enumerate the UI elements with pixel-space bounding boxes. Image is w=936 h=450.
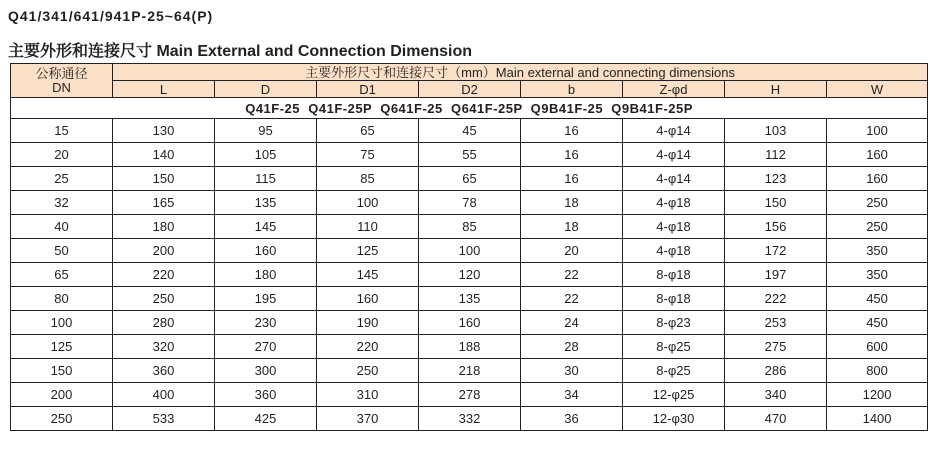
value-cell: 65 — [317, 119, 419, 143]
value-cell: 130 — [113, 119, 215, 143]
value-cell: 12-φ30 — [623, 407, 725, 431]
dn-header-en: DN — [52, 79, 71, 95]
value-cell: 250 — [113, 287, 215, 311]
value-cell: 300 — [215, 359, 317, 383]
value-cell: 533 — [113, 407, 215, 431]
value-cell: 350 — [827, 239, 928, 263]
dn-cell: 150 — [11, 359, 113, 383]
value-cell: 275 — [725, 335, 827, 359]
value-cell: 156 — [725, 215, 827, 239]
value-cell: 8-φ23 — [623, 311, 725, 335]
dn-cell: 50 — [11, 239, 113, 263]
column-header: D2 — [419, 81, 521, 98]
value-cell: 230 — [215, 311, 317, 335]
value-cell: 450 — [827, 287, 928, 311]
value-cell: 197 — [725, 263, 827, 287]
value-cell: 165 — [113, 191, 215, 215]
value-cell: 160 — [827, 167, 928, 191]
dn-cell: 250 — [11, 407, 113, 431]
value-cell: 310 — [317, 383, 419, 407]
value-cell: 16 — [521, 143, 623, 167]
value-cell: 180 — [113, 215, 215, 239]
value-cell: 110 — [317, 215, 419, 239]
value-cell: 450 — [827, 311, 928, 335]
value-cell: 45 — [419, 119, 521, 143]
value-cell: 280 — [113, 311, 215, 335]
value-cell: 150 — [725, 191, 827, 215]
value-cell: 250 — [827, 215, 928, 239]
value-cell: 28 — [521, 335, 623, 359]
value-cell: 190 — [317, 311, 419, 335]
value-cell: 370 — [317, 407, 419, 431]
value-cell: 360 — [113, 359, 215, 383]
value-cell: 1400 — [827, 407, 928, 431]
value-cell: 470 — [725, 407, 827, 431]
table-row — [11, 407, 928, 431]
value-cell: 600 — [827, 335, 928, 359]
value-cell: 800 — [827, 359, 928, 383]
value-cell: 188 — [419, 335, 521, 359]
column-header: W — [827, 81, 928, 98]
dn-cell: 100 — [11, 311, 113, 335]
column-header: b — [521, 81, 623, 98]
value-cell: 8-φ18 — [623, 287, 725, 311]
table-row — [11, 215, 928, 239]
value-cell: 22 — [521, 287, 623, 311]
value-cell: 22 — [521, 263, 623, 287]
value-cell: 20 — [521, 239, 623, 263]
value-cell: 220 — [317, 335, 419, 359]
table-row — [11, 239, 928, 263]
value-cell: 4-φ18 — [623, 215, 725, 239]
column-header-row — [11, 81, 928, 98]
value-cell: 105 — [215, 143, 317, 167]
dn-cell: 15 — [11, 119, 113, 143]
value-cell: 160 — [215, 239, 317, 263]
value-cell: 8-φ18 — [623, 263, 725, 287]
value-cell: 100 — [419, 239, 521, 263]
value-cell: 100 — [317, 191, 419, 215]
value-cell: 180 — [215, 263, 317, 287]
dn-cell: 65 — [11, 263, 113, 287]
dn-cell: 25 — [11, 167, 113, 191]
value-cell: 16 — [521, 167, 623, 191]
value-cell: 95 — [215, 119, 317, 143]
value-cell: 12-φ25 — [623, 383, 725, 407]
model-codes: Q41F-25 Q41F-25P Q641F-25 Q641F-25P Q9B41F-25 Q9B41F-25P — [245, 100, 693, 116]
value-cell: 24 — [521, 311, 623, 335]
table-row — [11, 311, 928, 335]
value-cell: 220 — [113, 263, 215, 287]
value-cell: 222 — [725, 287, 827, 311]
value-cell: 36 — [521, 407, 623, 431]
value-cell: 125 — [317, 239, 419, 263]
dn-cell: 80 — [11, 287, 113, 311]
value-cell: 160 — [317, 287, 419, 311]
dn-cell: 20 — [11, 143, 113, 167]
value-cell: 150 — [113, 167, 215, 191]
value-cell: 160 — [827, 143, 928, 167]
column-header: D — [215, 81, 317, 98]
value-cell: 123 — [725, 167, 827, 191]
value-cell: 18 — [521, 191, 623, 215]
value-cell: 8-φ25 — [623, 335, 725, 359]
value-cell: 350 — [827, 263, 928, 287]
value-cell: 4-φ14 — [623, 167, 725, 191]
value-cell: 100 — [827, 119, 928, 143]
value-cell: 1200 — [827, 383, 928, 407]
value-cell: 360 — [215, 383, 317, 407]
value-cell: 145 — [317, 263, 419, 287]
value-cell: 160 — [419, 311, 521, 335]
value-cell: 30 — [521, 359, 623, 383]
value-cell: 250 — [827, 191, 928, 215]
value-cell: 332 — [419, 407, 521, 431]
value-cell: 270 — [215, 335, 317, 359]
value-cell: 112 — [725, 143, 827, 167]
value-cell: 4-φ14 — [623, 119, 725, 143]
value-cell: 75 — [317, 143, 419, 167]
value-cell: 140 — [113, 143, 215, 167]
value-cell: 400 — [113, 383, 215, 407]
group-header: 主要外形尺寸和连接尺寸（mm）Main external and connecting dimensions — [113, 64, 928, 81]
value-cell: 253 — [725, 311, 827, 335]
value-cell: 4-φ18 — [623, 239, 725, 263]
value-cell: 135 — [215, 191, 317, 215]
value-cell: 172 — [725, 239, 827, 263]
model-codes-row — [11, 98, 928, 119]
table-row — [11, 143, 928, 167]
value-cell: 18 — [521, 215, 623, 239]
table-row — [11, 383, 928, 407]
value-cell: 4-φ18 — [623, 191, 725, 215]
dn-header-cell — [11, 64, 113, 98]
value-cell: 320 — [113, 335, 215, 359]
value-cell: 200 — [113, 239, 215, 263]
value-cell: 115 — [215, 167, 317, 191]
section-title: 主要外形和连接尺寸 Main External and Connection Dimension — [8, 43, 473, 60]
value-cell: 218 — [419, 359, 521, 383]
table-row — [11, 119, 928, 143]
value-cell: 425 — [215, 407, 317, 431]
value-cell: 340 — [725, 383, 827, 407]
value-cell: 85 — [317, 167, 419, 191]
value-cell: 145 — [215, 215, 317, 239]
value-cell: 8-φ25 — [623, 359, 725, 383]
value-cell: 103 — [725, 119, 827, 143]
column-header: Z-φd — [623, 81, 725, 98]
value-cell: 55 — [419, 143, 521, 167]
dn-cell: 200 — [11, 383, 113, 407]
column-header: L — [113, 81, 215, 98]
model-series-line: Q41/341/641/941P-25~64(P) — [8, 8, 214, 24]
value-cell: 65 — [419, 167, 521, 191]
value-cell: 250 — [317, 359, 419, 383]
value-cell: 278 — [419, 383, 521, 407]
value-cell: 78 — [419, 191, 521, 215]
table-row — [11, 287, 928, 311]
dimension-table — [10, 63, 928, 431]
table-row — [11, 335, 928, 359]
table-row — [11, 263, 928, 287]
value-cell: 120 — [419, 263, 521, 287]
value-cell: 85 — [419, 215, 521, 239]
column-header: H — [725, 81, 827, 98]
table-row — [11, 167, 928, 191]
value-cell: 195 — [215, 287, 317, 311]
column-header: D1 — [317, 81, 419, 98]
table-row — [11, 359, 928, 383]
value-cell: 4-φ14 — [623, 143, 725, 167]
dn-header-cn: 公称通径 — [35, 65, 88, 81]
dn-cell: 32 — [11, 191, 113, 215]
dn-cell: 40 — [11, 215, 113, 239]
value-cell: 34 — [521, 383, 623, 407]
table-row — [11, 191, 928, 215]
value-cell: 286 — [725, 359, 827, 383]
value-cell: 135 — [419, 287, 521, 311]
dn-cell: 125 — [11, 335, 113, 359]
value-cell: 16 — [521, 119, 623, 143]
